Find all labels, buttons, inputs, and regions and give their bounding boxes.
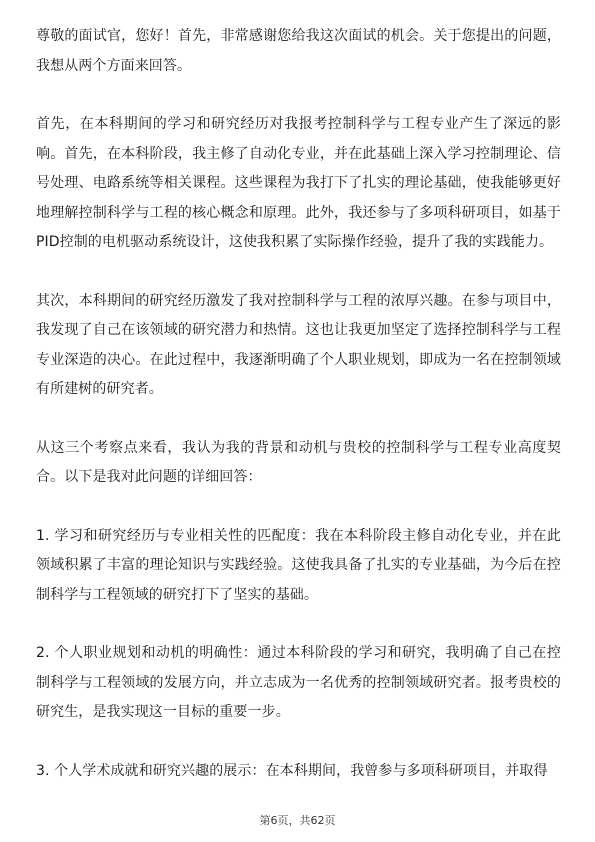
- paragraph-point-2: 2. 个人职业规划和动机的明确性：通过本科阶段的学习和研究，我明确了自己在控制科学与工程领域的发展方向，并立志成为一名优秀的控制领域研究者。报考贵校的研究生，是我实现这一目标的重要一步。: [36, 645, 561, 720]
- paragraph-greeting: 尊敬的面试官，您好！首先，非常感谢您给我这次面试的机会。关于您提出的问题，我想从两个方面来回答。: [36, 28, 561, 74]
- paragraph-study-experience: 首先，在本科期间的学习和研究经历对我报考控制科学与工程专业产生了深远的影响。首先，在本科阶段，我主修了自动化专业，并在此基础上深入学习控制理论、信号处理、电路系统等相关课程。这些课程为我打下了扎实的理论基础，使我能够更好地理解控制科学与工程的核心概念和原理。此外，我还参与了多项科研项目，如基于PID控制的电机驱动系统设计，这使我积累了实际操作经验，提升了我的实践能力。: [36, 116, 561, 250]
- paragraph-research-interest: 其次，本科期间的研究经历激发了我对控制科学与工程的浓厚兴趣。在参与项目中，我发现了自己在该领域的研究潜力和热情。这也让我更加坚定了选择控制科学与工程专业深造的决心。在此过程中，我逐渐明确了个人职业规划，即成为一名在控制领域有所建树的研究者。: [36, 292, 561, 397]
- paragraph-point-3: 3. 个人学术成就和研究兴趣的展示：在本科期间，我曾参与多项科研项目，并取得: [36, 762, 548, 779]
- document-body: [36, 22, 561, 815]
- paragraph-point-1: 1. 学习和研究经历与专业相关性的匹配度：我在本科阶段主修自动化专业，并在此领域积累了丰富的理论知识与实践经验。这使我具备了扎实的专业基础，为今后在控制科学与工程领域的研究打下了坚实的基础。: [36, 527, 561, 603]
- paragraph-summary: 从这三个考察点来看，我认为我的背景和动机与贵校的控制科学与工程专业高度契合。以下是我对此问题的详细回答：: [36, 439, 561, 485]
- page-number-footer: 第6页，共62页: [259, 814, 336, 827]
